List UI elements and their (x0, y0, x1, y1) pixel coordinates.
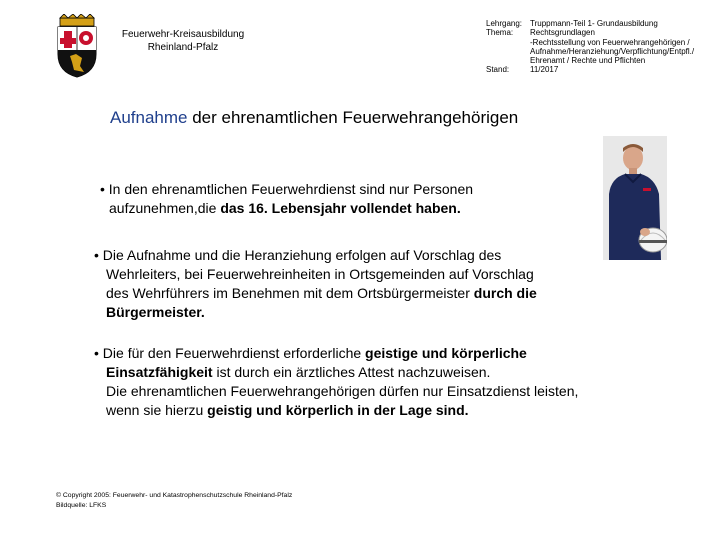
b2-bold1: durch die (473, 285, 537, 301)
course-label: Lehrgang: (486, 19, 523, 28)
b3-bold2: Einsatzfähigkeit (106, 364, 213, 380)
course-info (486, 19, 718, 75)
b1-line2: aufzunehmen,die (109, 200, 221, 216)
b3-line2: ist durch ein ärztliches Attest nachzuweisen. (212, 364, 491, 380)
firefighter-photo (603, 136, 667, 260)
b3-bold3: geistig und körperlich in der Lage sind. (207, 402, 469, 418)
page-title (110, 108, 518, 128)
date-label: Stand: (486, 65, 510, 75)
b3-line4: wenn sie hierzu (106, 402, 208, 418)
topic-line2: -Rechtsstellung von Feuerwehrangehörigen / (530, 37, 690, 47)
b1-line1: • In den ehrenamtlichen Feuerwehrdienst sind nur Personen (100, 181, 474, 197)
b3-line1: • Die für den Feuerwehrdienst erforderliche (94, 345, 366, 361)
bullet-fitness-requirement (94, 344, 674, 420)
coat-of-arms-icon (52, 14, 102, 78)
footer (56, 491, 292, 511)
bullet-age-requirement (100, 180, 530, 218)
org-name (98, 28, 268, 54)
topic-line4: Ehrenamt / Rechte und Pflichten (530, 56, 646, 66)
b2-line2: Wehrleiters, bei Feuerwehreinheiten in Ortsgemeinden auf Vorschlag (106, 266, 534, 282)
course-value: Truppmann-Teil 1- Grundausbildung (530, 19, 658, 28)
b2-line1: • Die Aufnahme und die Heranziehung erfolgen auf Vorschlag des (94, 247, 502, 263)
image-source-line: Bildquelle: LFKS (56, 502, 107, 509)
b2-line3: des Wehrführers im Benehmen mit dem Ortsbürgermeister (106, 285, 474, 301)
bullet-admission-process (94, 246, 614, 322)
b1-bold: das 16. Lebensjahr vollendet haben. (220, 200, 461, 216)
topic-line3: Aufnahme/Heranziehung/Verpflichtung/Entpfl./ (530, 46, 695, 56)
org-line1: Feuerwehr-Kreisausbildung (121, 29, 245, 40)
org-line2: Rheinland-Pfalz (147, 42, 219, 53)
b3-line3: Die ehrenamtlichen Feuerwehrangehörigen dürfen nur Einsatzdienst leisten, (106, 383, 579, 399)
b2-bold2: Bürgermeister. (106, 304, 205, 320)
title-rest: der ehrenamtlichen Feuerwehrangehörigen (187, 108, 519, 127)
topic-line1: Rechtsgrundlagen (530, 28, 595, 38)
copyright-line: © Copyright 2005: Feuerwehr- und Katastrophenschutzschule Rheinland-Pfalz (56, 492, 293, 499)
b3-bold1: geistige und körperliche (365, 345, 527, 361)
title-highlight: Aufnahme (110, 108, 188, 127)
date-value: 11/2017 (530, 65, 559, 75)
topic-label: Thema: (486, 28, 514, 38)
